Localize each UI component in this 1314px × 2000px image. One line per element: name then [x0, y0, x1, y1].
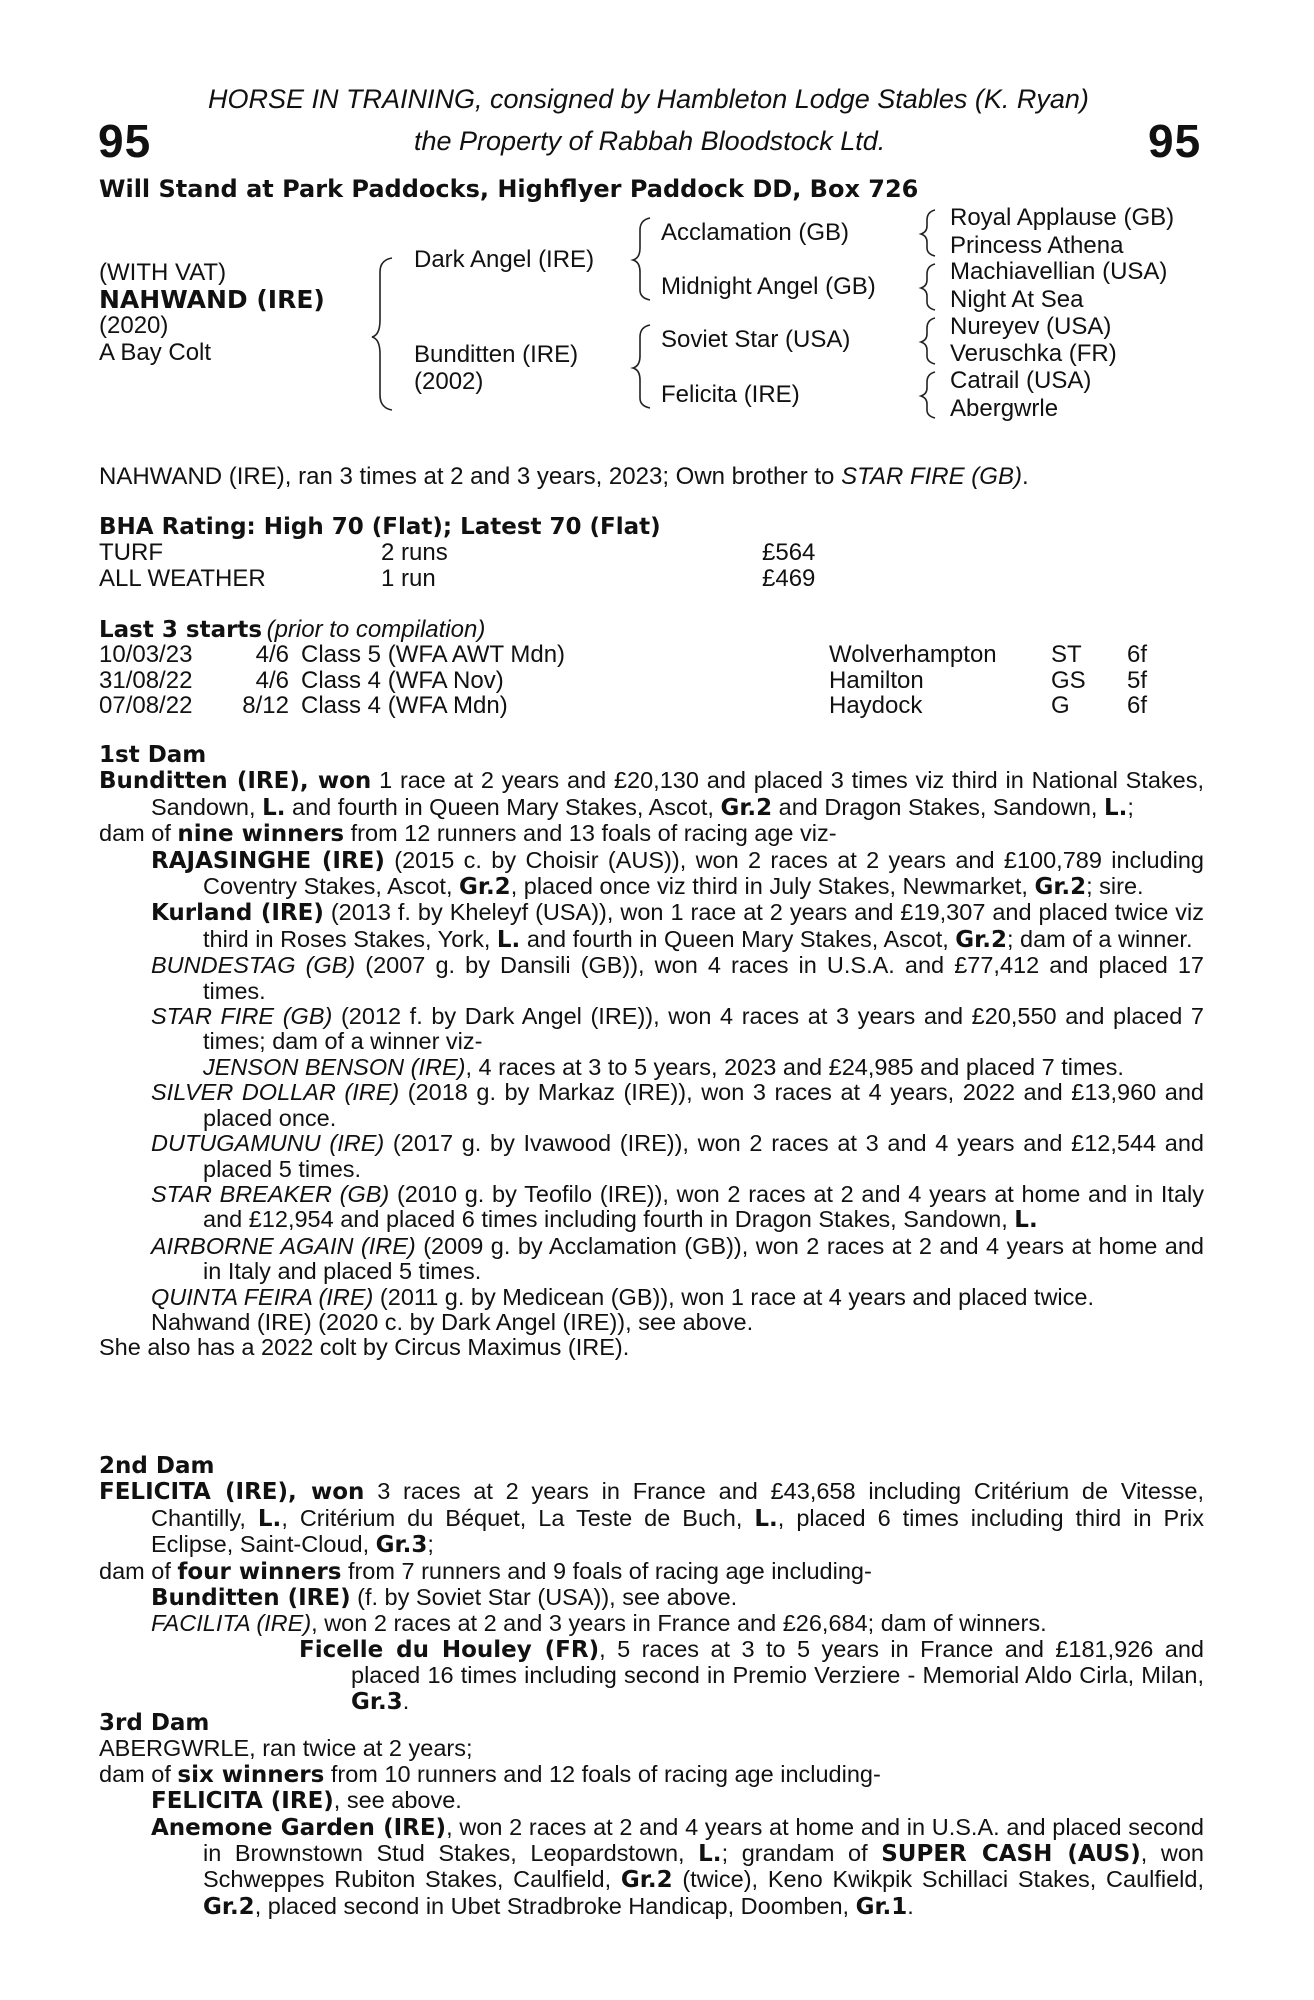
dam-sire: Soviet Star (USA) — [661, 326, 851, 353]
text: Nahwand (IRE) (2020 c. by Dark Angel (IRE)), see above. — [151, 1308, 754, 1335]
rating-turf-prize: £564 — [762, 539, 816, 566]
text: , 5 races at 3 to 5 years in France and £181,926 and placed 16 times including second in Premio Verziere - Memorial Aldo Cirla, Milan, — [351, 1635, 1204, 1689]
dam-dam: Felicita (IRE) — [661, 381, 800, 408]
summary-brother: STAR FIRE (GB) — [841, 463, 1022, 490]
start-date: 10/03/23 — [99, 641, 193, 668]
start-row — [99, 693, 1147, 719]
horse-description: A Bay Colt — [99, 339, 212, 366]
grand-offspring-name: SUPER CASH (AUS) — [881, 1841, 1141, 1868]
vat-note: (WITH VAT) — [99, 259, 227, 286]
text: from 10 runners and 12 foals of racing age including- — [324, 1760, 881, 1787]
text: (2011 g. by Medicean (GB)), won 1 race at 4 years and placed twice. — [373, 1283, 1094, 1310]
start-dist: 6f — [1127, 641, 1148, 668]
offspring-name: JENSON BENSON (IRE) — [203, 1053, 466, 1080]
rating-turf-surface: TURF — [99, 539, 163, 566]
listed-mark: L. — [257, 1505, 282, 1532]
start-pos: 8/12 — [242, 692, 289, 719]
third-dam-title: 3rd Dam — [99, 1710, 210, 1736]
rating-aw-runs: 1 run — [381, 565, 436, 592]
first-dam-won: , won — [299, 768, 372, 795]
grade-mark: Gr.2 — [955, 926, 1007, 953]
offspring-name: BUNDESTAG (GB) — [151, 952, 356, 979]
start-pos: 4/6 — [255, 666, 289, 694]
text: (2010 g. by Teofilo (IRE)), won 2 races at 2 and 4 years at home and in Italy and £12,954 and placed 6 times including fourth in Dragon Stakes, Sandown, — [203, 1180, 1204, 1233]
second-dam-title: 2nd Dam — [99, 1453, 215, 1479]
start-pos: 4/6 — [255, 641, 289, 668]
text: 1 race at 2 years and £20,130 and placed 3 times viz third in National Stakes, Sandown, — [151, 767, 1205, 820]
lot-number-right: 95 — [1148, 115, 1202, 167]
rating-aw-surface: ALL WEATHER — [99, 565, 266, 592]
start-date: 07/08/22 — [99, 692, 193, 719]
summary-end: . — [1021, 463, 1029, 490]
first-dam-produce-summary — [99, 821, 1204, 847]
offspring-name: DUTUGAMUNU (IRE) — [151, 1130, 385, 1157]
third-dam-record: ABERGWRLE, ran twice at 2 years; — [99, 1735, 473, 1762]
offspring-name: Bunditten (IRE) — [151, 1585, 351, 1612]
text: , Critérium du Béquet, La Teste de Buch, — [281, 1504, 755, 1531]
last-starts-title: Last 3 starts — [99, 617, 263, 643]
start-dist: 6f — [1127, 692, 1148, 719]
start-row — [99, 668, 1147, 694]
text: (2012 f. by Dark Angel (IRE)), won 4 races at 3 years and £20,550 and placed 7 times; dam of a winner viz- — [203, 1003, 1205, 1055]
grade-mark: Gr.1 — [855, 1893, 908, 1920]
winners-count: four winners — [177, 1558, 342, 1585]
text: (2013 f. by Kheleyf (USA)), won 1 race at 2 years and £19,307 and placed twice viz third in Roses Stakes, York, — [203, 899, 1205, 952]
ped-sdd: Night At Sea — [950, 286, 1084, 313]
offspring-name: FACILITA (IRE) — [151, 1610, 312, 1637]
listed-mark: L. — [1014, 1207, 1038, 1234]
text: . — [907, 1892, 914, 1919]
text: from 7 runners and 9 foals of racing age including- — [341, 1557, 872, 1584]
start-going: G — [1051, 692, 1070, 719]
offspring-name: AIRBORNE AGAIN (IRE) — [151, 1232, 416, 1259]
listed-mark: L. — [1103, 794, 1128, 821]
text: and fourth in Queen Mary Stakes, Ascot, — [285, 793, 721, 820]
text: (2009 g. by Acclamation (GB)), won 2 races at 2 and 4 years at home and in Italy and placed 5 times. — [203, 1232, 1205, 1285]
sire-dam: Midnight Angel (GB) — [661, 273, 876, 300]
rating-aw-prize: £469 — [762, 565, 816, 592]
ped-dds: Catrail (USA) — [950, 367, 1092, 394]
second-dam-won: , won — [288, 1479, 365, 1506]
grade-mark: Gr.2 — [203, 1893, 255, 1920]
stand-location: Will Stand at Park Paddocks, Highflyer Paddock DD, Box 726 — [99, 175, 919, 203]
text: , placed second in Ubet Stradbroke Handicap, Doomben, — [254, 1892, 856, 1919]
grade-mark: Gr.2 — [620, 1867, 673, 1894]
grade-mark: Gr.2 — [1034, 874, 1087, 901]
second-dam-name: FELICITA (IRE) — [99, 1479, 289, 1506]
ped-sds: Machiavellian (USA) — [950, 258, 1168, 285]
start-course: Wolverhampton — [829, 641, 997, 668]
text: , won 2 races at 2 and 3 years in France and £26,684; dam of winners. — [311, 1610, 1047, 1637]
third-dam-produce-summary — [99, 1762, 1204, 1788]
ped-ssd: Princess Athena — [950, 232, 1124, 259]
first-dam-section — [99, 743, 1204, 1361]
first-dam-name: Bunditten (IRE) — [99, 768, 300, 795]
sire-sire: Acclamation (GB) — [661, 219, 850, 246]
offspring-entry — [99, 1131, 1204, 1182]
offspring-entry — [99, 1234, 1204, 1285]
grand-offspring-entry — [99, 1637, 1204, 1715]
offspring-entry — [99, 1815, 1204, 1921]
horse-year: (2020) — [99, 312, 169, 339]
text: ; sire. — [1086, 873, 1144, 900]
text: , won Schweppes Rubiton Stakes, Caulfield, — [203, 1840, 1205, 1893]
text: . — [402, 1687, 410, 1714]
start-race: Class 4 (WFA Mdn) — [301, 692, 508, 719]
lot-number-left: 95 — [98, 115, 152, 167]
ped-sss: Royal Applause (GB) — [950, 204, 1175, 231]
text: (2018 g. by Markaz (IRE)), won 3 races at 4 years, 2022 and £13,960 and placed once. — [203, 1079, 1204, 1131]
property-line: the Property of Rabbah Bloodstock Ltd. — [414, 126, 886, 156]
first-dam-record — [99, 768, 1204, 821]
grade-mark: Gr.2 — [459, 874, 511, 901]
rating-turf-runs: 2 runs — [381, 539, 448, 566]
text: dam of — [99, 1557, 178, 1584]
dam-name-pedigree: Bunditten (IRE) — [414, 341, 579, 368]
start-course: Hamilton — [829, 666, 924, 694]
offspring-entry — [99, 953, 1204, 1004]
start-going: GS — [1051, 666, 1086, 694]
third-dam-section — [99, 1711, 1204, 1920]
text: ; — [427, 1531, 434, 1558]
text: (2007 g. by Dansili (GB)), won 4 races in U.S.A. and £77,412 and placed 17 times. — [203, 952, 1204, 1004]
text: and fourth in Queen Mary Stakes, Ascot, — [520, 925, 956, 952]
second-dam-record — [99, 1479, 1204, 1558]
first-dam-title: 1st Dam — [99, 742, 207, 768]
horse-name: NAHWAND (IRE) — [99, 285, 325, 314]
consignor-line: HORSE IN TRAINING, consigned by Hambleton Lodge Stables (K. Ryan) — [208, 84, 1089, 114]
listed-mark: L. — [698, 1841, 722, 1868]
offspring-entry — [99, 1285, 1204, 1310]
ped-dss: Nureyev (USA) — [950, 313, 1112, 340]
sire-name: Dark Angel (IRE) — [414, 246, 595, 273]
text: , placed once viz third in July Stakes, Newmarket, — [510, 873, 1035, 900]
text: 3 races at 2 years in France and £43,658 including Critérium de Vitesse, Chantilly, — [151, 1478, 1204, 1531]
offspring-entry — [99, 1310, 1204, 1335]
text: ; grandam of — [721, 1840, 882, 1867]
start-going: ST — [1051, 641, 1082, 668]
text: , 4 races at 3 to 5 years, 2023 and £24,985 and placed 7 times. — [465, 1053, 1124, 1080]
offspring-name: Kurland (IRE) — [151, 900, 324, 927]
offspring-name: FELICITA (IRE) — [151, 1788, 334, 1815]
start-race: Class 4 (WFA Nov) — [301, 666, 504, 694]
grade-mark: Gr.2 — [720, 794, 773, 821]
text: ; dam of a winner. — [1006, 925, 1193, 952]
offspring-entry — [99, 1788, 1204, 1814]
last-starts-note: (prior to compilation) — [266, 616, 486, 643]
text: , see above. — [333, 1787, 462, 1814]
offspring-name: STAR BREAKER (GB) — [151, 1180, 390, 1207]
start-date: 31/08/22 — [99, 666, 193, 694]
winners-count: nine winners — [177, 821, 345, 848]
ped-dsd: Veruschka (FR) — [950, 340, 1117, 367]
listed-mark: L. — [496, 926, 521, 953]
text: (2015 c. by Choisir (AUS)), won 2 races at 2 years and £100,789 including Coventry Stakes, Ascot, — [203, 846, 1205, 900]
text: (f. by Soviet Star (USA)), see above. — [350, 1584, 738, 1611]
winners-count: six winners — [177, 1761, 325, 1788]
text: , placed 6 times including third in Prix Eclipse, Saint-Cloud, — [151, 1504, 1204, 1558]
start-course: Haydock — [829, 692, 923, 719]
last-starts-heading — [99, 617, 485, 643]
offspring-name: STAR FIRE (GB) — [151, 1003, 333, 1030]
offspring-name: RAJASINGHE (IRE) — [151, 847, 385, 874]
grade-mark: Gr.3 — [375, 1532, 428, 1559]
listed-mark: L. — [754, 1505, 778, 1532]
offspring-entry — [99, 1585, 1204, 1611]
start-race: Class 5 (WFA AWT Mdn) — [301, 641, 566, 668]
offspring-entry — [99, 1004, 1204, 1055]
dam-year-pedigree: (2002) — [414, 368, 484, 395]
text: ; — [1127, 793, 1134, 820]
grade-mark: Gr.3 — [351, 1688, 403, 1715]
first-dam-also: She also has a 2022 colt by Circus Maximus (IRE). — [99, 1334, 630, 1361]
starts-table — [99, 642, 1147, 719]
offspring-name: QUINTA FEIRA (IRE) — [151, 1283, 374, 1310]
second-dam-produce-summary — [99, 1559, 1204, 1585]
text: dam of — [99, 1760, 178, 1787]
offspring-name: Ficelle du Houley (FR) — [299, 1636, 600, 1663]
text: (twice), Keno Kwikpik Schillaci Stakes, Caulfield, — [672, 1866, 1204, 1893]
listed-mark: L. — [262, 794, 286, 821]
text: (2017 g. by Ivawood (IRE)), won 2 races at 3 and 4 years and £12,544 and placed 5 times. — [203, 1130, 1204, 1182]
text: , won 2 races at 2 and 4 years at home and in U.S.A. and placed second in Brownstown Stud Stakes, Leopardstown, — [203, 1813, 1205, 1867]
offspring-entry — [99, 1182, 1204, 1234]
ped-ddd: Abergwrle — [950, 395, 1059, 422]
offspring-entry — [99, 900, 1204, 953]
offspring-name: Anemone Garden (IRE) — [151, 1814, 447, 1841]
bha-rating: BHA Rating: High 70 (Flat); Latest 70 (Flat) — [99, 514, 661, 540]
race-summary — [99, 464, 1029, 490]
text: and Dragon Stakes, Sandown, — [772, 793, 1104, 820]
text: from 12 runners and 13 foals of racing age viz- — [344, 820, 837, 847]
text: dam of — [99, 820, 178, 847]
start-row — [99, 642, 1147, 668]
grand-offspring-entry — [99, 1055, 1204, 1080]
offspring-entry — [99, 1080, 1204, 1131]
offspring-name: SILVER DOLLAR (IRE) — [151, 1079, 400, 1106]
start-dist: 5f — [1127, 666, 1148, 694]
second-dam-section — [99, 1454, 1204, 1715]
offspring-entry — [99, 848, 1204, 901]
summary-text: NAHWAND (IRE), ran 3 times at 2 and 3 years, 2023; Own brother to — [99, 463, 842, 490]
offspring-entry — [99, 1611, 1204, 1636]
